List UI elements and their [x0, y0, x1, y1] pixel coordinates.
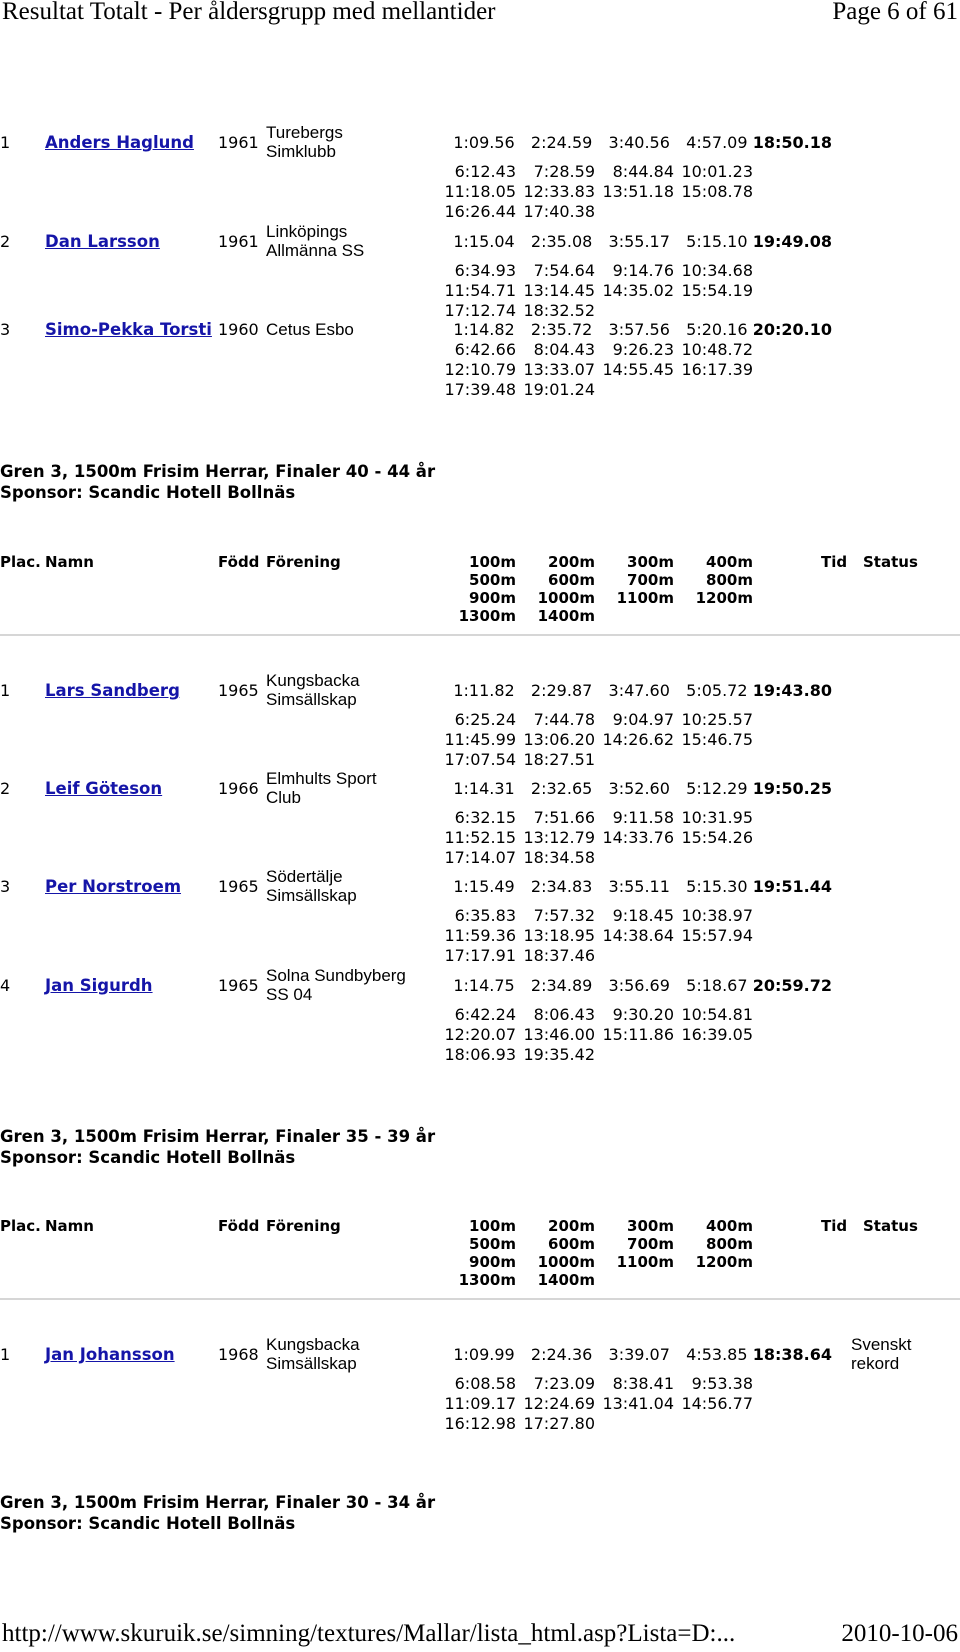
split-distance-label: 500m [469, 571, 516, 589]
split-distance-label: 600m [548, 1235, 595, 1253]
split-distance-label: 1300m [458, 1271, 516, 1289]
birth-year: 1968 [218, 1345, 259, 1364]
split-header-row [442, 1217, 792, 1235]
split-time: 3:52.60 [608, 779, 670, 798]
split-time: 1:14.31 [453, 779, 515, 798]
column-plac: Plac. [0, 1217, 41, 1235]
split-time: 17:40.38 [523, 202, 595, 221]
result-place: 4 [0, 976, 11, 995]
split-time: 1:11.82 [453, 681, 515, 700]
split-time: 5:15.10 [686, 232, 748, 251]
split-time: 9:11.58 [612, 808, 674, 827]
swimmer-name-link[interactable]: Simo-Pekka Torsti [45, 320, 212, 339]
record-status-line: Svenskt [851, 1335, 912, 1354]
split-time: 1:14.75 [453, 976, 515, 995]
split-row-first [442, 133, 832, 153]
split-time: 16:39.05 [681, 1025, 753, 1044]
final-time: 18:50.18 [752, 133, 832, 152]
record-status-line: rekord [851, 1354, 900, 1373]
split-time: 2:32.65 [530, 779, 593, 798]
split-time: 3:40.56 [608, 133, 670, 152]
club-name-line: Kungsbacka [266, 671, 360, 690]
split-time: 16:17.39 [681, 360, 753, 379]
split-row [442, 301, 832, 321]
split-time: 11:45.99 [444, 730, 516, 749]
event-title: Gren 3, 1500m Frisim Herrar, Finaler 30 - 34 år [0, 1493, 436, 1512]
split-time: 6:42.24 [454, 1005, 516, 1024]
split-distance-label: 300m [627, 553, 674, 571]
split-row-first [442, 232, 832, 252]
split-row [442, 808, 832, 828]
split-time: 7:28.59 [533, 162, 595, 181]
split-distance-label: 100m [469, 553, 516, 571]
table-header [0, 553, 960, 633]
result-place: 2 [0, 779, 11, 798]
split-times [442, 320, 832, 400]
split-time: 17:39.48 [444, 380, 516, 399]
column-fodd: Född [218, 1217, 260, 1235]
split-time: 10:31.95 [681, 808, 753, 827]
split-times [442, 779, 832, 868]
split-time: 3:55.17 [608, 232, 670, 251]
split-time: 3:56.69 [608, 976, 670, 995]
club-name [266, 867, 357, 905]
table-header [0, 1217, 960, 1297]
split-time: 2:29.87 [530, 681, 593, 700]
split-time: 6:32.15 [454, 808, 516, 827]
split-time: 18:34.58 [523, 848, 595, 867]
split-time: 11:09.17 [444, 1394, 516, 1413]
split-distance-label: 800m [706, 1235, 753, 1253]
column-tid: Tid [821, 1217, 848, 1235]
split-time: 1:09.56 [453, 133, 515, 152]
result-place: 3 [0, 877, 11, 896]
split-distance-label: 500m [469, 1235, 516, 1253]
club-name-line: Simsällskap [266, 690, 357, 709]
split-header-row [442, 1271, 792, 1289]
split-header-row [442, 1253, 792, 1271]
split-row [442, 1394, 832, 1414]
split-row [442, 730, 832, 750]
club-name-line: Turebergs [266, 123, 343, 142]
split-times [442, 1345, 832, 1434]
birth-year: 1960 [218, 320, 259, 339]
split-time: 4:53.85 [686, 1345, 748, 1364]
swimmer-name-link[interactable]: Jan Johansson [45, 1345, 175, 1364]
split-time: 17:17.91 [444, 946, 516, 965]
event-sponsor: Sponsor: Scandic Hotell Bollnäs [0, 1514, 296, 1533]
header-separator [0, 1298, 960, 1300]
split-header-row [442, 607, 792, 625]
split-time: 2:24.59 [530, 133, 593, 152]
result-place: 1 [0, 681, 11, 700]
split-time: 2:35.72 [530, 320, 593, 339]
birth-year: 1961 [218, 232, 259, 251]
split-time: 14:38.64 [602, 926, 674, 945]
column-fodd: Född [218, 553, 260, 571]
split-time: 18:37.46 [523, 946, 595, 965]
club-name-line: Linköpings [266, 222, 348, 241]
split-time: 8:38.41 [612, 1374, 674, 1393]
split-time: 10:25.57 [681, 710, 753, 729]
split-distance-label: 900m [469, 589, 516, 607]
split-distance-label: 400m [706, 553, 753, 571]
split-time: 13:46.00 [523, 1025, 595, 1044]
split-row [442, 848, 832, 868]
split-distance-label: 700m [627, 1235, 674, 1253]
row-gap [442, 153, 832, 162]
split-time: 18:06.93 [444, 1045, 516, 1064]
split-time: 18:27.51 [523, 750, 595, 769]
club-name-line: Elmhults Sport [266, 769, 377, 788]
split-row [442, 946, 832, 966]
split-times [442, 976, 832, 1065]
row-gap [442, 1365, 832, 1374]
split-times [442, 133, 832, 222]
split-time: 3:55.11 [608, 877, 670, 896]
club-name-line: Allmänna SS [266, 241, 365, 260]
split-row [442, 202, 832, 222]
split-distance-label: 700m [627, 571, 674, 589]
split-time: 11:59.36 [444, 926, 516, 945]
split-time: 10:54.81 [681, 1005, 753, 1024]
split-time: 13:06.20 [523, 730, 595, 749]
split-distance-label: 300m [627, 1217, 674, 1235]
split-distance-label: 1300m [458, 607, 516, 625]
split-time: 14:55.45 [602, 360, 674, 379]
club-name [266, 966, 406, 1004]
split-time: 11:54.71 [444, 281, 516, 300]
split-distance-label: 800m [706, 571, 753, 589]
swimmer-name-link[interactable]: Anders Haglund [45, 133, 194, 152]
page-header [0, 0, 960, 30]
final-time: 19:43.80 [752, 681, 832, 700]
result-place: 3 [0, 320, 11, 339]
column-namn: Namn [45, 553, 94, 571]
split-time: 3:39.07 [608, 1345, 670, 1364]
split-time: 7:54.64 [533, 261, 595, 280]
split-row [442, 360, 832, 380]
split-row-first [442, 877, 832, 897]
column-plac: Plac. [0, 553, 41, 571]
split-distance-label: 200m [548, 1217, 595, 1235]
split-row-first [442, 320, 832, 340]
split-time: 1:15.04 [453, 232, 515, 251]
split-time: 4:57.09 [686, 133, 748, 152]
final-time: 19:51.44 [752, 877, 832, 896]
split-time: 13:18.95 [523, 926, 595, 945]
split-time: 2:24.36 [530, 1345, 593, 1364]
split-time: 6:35.83 [454, 906, 516, 925]
birth-year: 1965 [218, 877, 259, 896]
club-name-line: Solna Sundbyberg [266, 966, 406, 985]
club-name [266, 123, 343, 161]
report-title: Resultat Totalt - Per åldersgrupp med mellantider [2, 0, 496, 25]
final-time: 19:50.25 [752, 779, 832, 798]
split-time: 19:01.24 [523, 380, 595, 399]
birth-year: 1965 [218, 681, 259, 700]
split-row [442, 340, 832, 360]
split-time: 6:08.58 [454, 1374, 516, 1393]
split-time: 18:32.52 [523, 301, 595, 320]
split-time: 3:47.60 [608, 681, 670, 700]
event-title: Gren 3, 1500m Frisim Herrar, Finaler 35 - 39 år [0, 1127, 436, 1146]
split-times [442, 877, 832, 966]
column-forening: Förening [266, 1217, 341, 1235]
swimmer-name-link[interactable]: Per Norstroem [45, 877, 182, 896]
split-time: 17:07.54 [444, 750, 516, 769]
split-time: 11:52.15 [444, 828, 516, 847]
split-row [442, 1414, 832, 1434]
split-time: 14:33.76 [602, 828, 674, 847]
split-time: 15:54.19 [681, 281, 753, 300]
split-time: 12:24.69 [523, 1394, 595, 1413]
split-time: 6:42.66 [454, 340, 516, 359]
split-time: 10:34.68 [681, 261, 753, 280]
final-time: 19:49.08 [752, 232, 832, 251]
split-distance-label: 1400m [537, 1271, 595, 1289]
header-separator [0, 634, 960, 636]
split-time: 2:34.83 [530, 877, 593, 896]
club-name [266, 222, 364, 260]
split-row [442, 162, 832, 182]
split-row [442, 1374, 832, 1394]
split-time: 9:18.45 [612, 906, 674, 925]
swimmer-name-link[interactable]: Jan Sigurdh [45, 976, 153, 995]
split-row [442, 710, 832, 730]
split-row [442, 828, 832, 848]
split-time: 8:04.43 [533, 340, 595, 359]
split-time: 19:35.42 [523, 1045, 595, 1064]
split-distance-label: 1100m [616, 1253, 674, 1271]
club-name-line: Simklubb [266, 142, 336, 161]
split-row [442, 906, 832, 926]
split-time: 13:12.79 [523, 828, 595, 847]
event-title: Gren 3, 1500m Frisim Herrar, Finaler 40 - 44 år [0, 462, 436, 481]
split-row [442, 1025, 832, 1045]
result-place: 1 [0, 133, 11, 152]
record-status [851, 1335, 911, 1373]
split-distance-label: 1000m [537, 1253, 595, 1271]
split-time: 15:57.94 [681, 926, 753, 945]
split-distance-label: 1200m [695, 1253, 753, 1271]
split-time: 5:20.16 [686, 320, 748, 339]
split-time: 17:12.74 [444, 301, 516, 320]
club-name [266, 769, 377, 807]
split-time: 10:01.23 [681, 162, 753, 181]
split-time: 9:04.97 [612, 710, 674, 729]
split-time: 10:38.97 [681, 906, 753, 925]
club-name-line: Södertälje [266, 867, 343, 886]
split-times [442, 232, 832, 321]
event-sponsor: Sponsor: Scandic Hotell Bollnäs [0, 483, 296, 502]
split-distance-label: 400m [706, 1217, 753, 1235]
birth-year: 1965 [218, 976, 259, 995]
split-time: 7:23.09 [533, 1374, 595, 1393]
club-name [266, 671, 360, 709]
split-time: 15:46.75 [681, 730, 753, 749]
club-name-line: SS 04 [266, 985, 313, 1004]
split-time: 9:26.23 [612, 340, 674, 359]
split-time: 2:34.89 [530, 976, 593, 995]
split-header-row [442, 589, 792, 607]
split-time: 13:51.18 [602, 182, 674, 201]
split-time: 8:44.84 [612, 162, 674, 181]
split-row [442, 281, 832, 301]
final-time: 20:59.72 [752, 976, 832, 995]
split-time: 12:20.07 [444, 1025, 516, 1044]
row-gap [442, 252, 832, 261]
split-row [442, 1045, 832, 1065]
split-time: 14:56.77 [681, 1394, 753, 1413]
split-time: 3:57.56 [608, 320, 670, 339]
split-time: 5:12.29 [686, 779, 748, 798]
column-status: Status [863, 553, 918, 571]
split-times [442, 681, 832, 770]
club-name-line: Cetus Esbo [266, 320, 354, 339]
split-time: 9:30.20 [612, 1005, 674, 1024]
swimmer-name-link[interactable]: Lars Sandberg [45, 681, 180, 700]
split-row-first [442, 976, 832, 996]
split-distance-headers [442, 1217, 792, 1289]
club-name-line: Simsällskap [266, 1354, 357, 1373]
split-time: 15:08.78 [681, 182, 753, 201]
column-namn: Namn [45, 1217, 94, 1235]
split-distance-label: 200m [548, 553, 595, 571]
split-time: 6:25.24 [454, 710, 516, 729]
club-name [266, 320, 354, 339]
split-distance-label: 900m [469, 1253, 516, 1271]
split-distance-label: 1200m [695, 589, 753, 607]
split-time: 14:26.62 [602, 730, 674, 749]
result-place: 2 [0, 232, 11, 251]
page-number: Page 6 of 61 [832, 0, 958, 25]
event-sponsor: Sponsor: Scandic Hotell Bollnäs [0, 1148, 296, 1167]
split-time: 15:54.26 [681, 828, 753, 847]
split-time: 5:18.67 [686, 976, 748, 995]
column-status: Status [863, 1217, 918, 1235]
row-gap [442, 996, 832, 1005]
split-time: 16:12.98 [444, 1414, 516, 1433]
club-name-line: Kungsbacka [266, 1335, 360, 1354]
split-time: 14:35.02 [602, 281, 674, 300]
club-name-line: Club [266, 788, 301, 807]
club-name-line: Simsällskap [266, 886, 357, 905]
split-time: 13:41.04 [602, 1394, 674, 1413]
split-distance-label: 100m [469, 1217, 516, 1235]
final-time: 20:20.10 [752, 320, 832, 339]
row-gap [442, 897, 832, 906]
split-header-row [442, 1235, 792, 1253]
split-row [442, 926, 832, 946]
split-time: 5:15.30 [686, 877, 748, 896]
row-gap [442, 799, 832, 808]
split-time: 5:05.72 [686, 681, 748, 700]
split-time: 1:14.82 [453, 320, 515, 339]
footer-url: http://www.skuruik.se/simning/textures/Mallar/lista_html.asp?Lista=D:... [2, 1620, 736, 1647]
result-place: 1 [0, 1345, 11, 1364]
split-time: 17:14.07 [444, 848, 516, 867]
footer-date: 2010-10-06 [841, 1620, 958, 1647]
split-time: 6:34.93 [454, 261, 516, 280]
column-tid: Tid [821, 553, 848, 571]
page-footer [0, 1620, 960, 1650]
row-gap [442, 701, 832, 710]
swimmer-name-link[interactable]: Leif Göteson [45, 779, 163, 798]
split-distance-label: 600m [548, 571, 595, 589]
split-time: 2:35.08 [530, 232, 593, 251]
split-row [442, 1005, 832, 1025]
split-time: 12:10.79 [444, 360, 516, 379]
split-time: 7:51.66 [533, 808, 595, 827]
split-distance-label: 1000m [537, 589, 595, 607]
split-row [442, 261, 832, 281]
split-time: 7:44.78 [533, 710, 595, 729]
split-time: 6:12.43 [454, 162, 516, 181]
split-time: 13:14.45 [523, 281, 595, 300]
split-distance-label: 1400m [537, 607, 595, 625]
split-row [442, 182, 832, 202]
split-header-row [442, 553, 792, 571]
split-row [442, 380, 832, 400]
split-header-row [442, 571, 792, 589]
split-time: 9:14.76 [612, 261, 674, 280]
split-row [442, 750, 832, 770]
split-time: 1:15.49 [453, 877, 515, 896]
split-distance-label: 1100m [616, 589, 674, 607]
birth-year: 1966 [218, 779, 259, 798]
split-time: 7:57.32 [533, 906, 595, 925]
split-time: 17:27.80 [523, 1414, 595, 1433]
split-row-first [442, 779, 832, 799]
column-forening: Förening [266, 553, 341, 571]
split-row-first [442, 681, 832, 701]
split-time: 15:11.86 [602, 1025, 674, 1044]
split-time: 12:33.83 [523, 182, 595, 201]
split-time: 9:53.38 [691, 1374, 753, 1393]
final-time: 18:38.64 [752, 1345, 832, 1364]
swimmer-name-link[interactable]: Dan Larsson [45, 232, 160, 251]
split-time: 8:06.43 [533, 1005, 595, 1024]
club-name [266, 1335, 360, 1373]
split-distance-headers [442, 553, 792, 625]
split-time: 13:33.07 [523, 360, 595, 379]
split-time: 1:09.99 [453, 1345, 515, 1364]
split-time: 10:48.72 [681, 340, 753, 359]
split-time: 16:26.44 [444, 202, 516, 221]
birth-year: 1961 [218, 133, 259, 152]
split-row-first [442, 1345, 832, 1365]
split-time: 11:18.05 [444, 182, 516, 201]
